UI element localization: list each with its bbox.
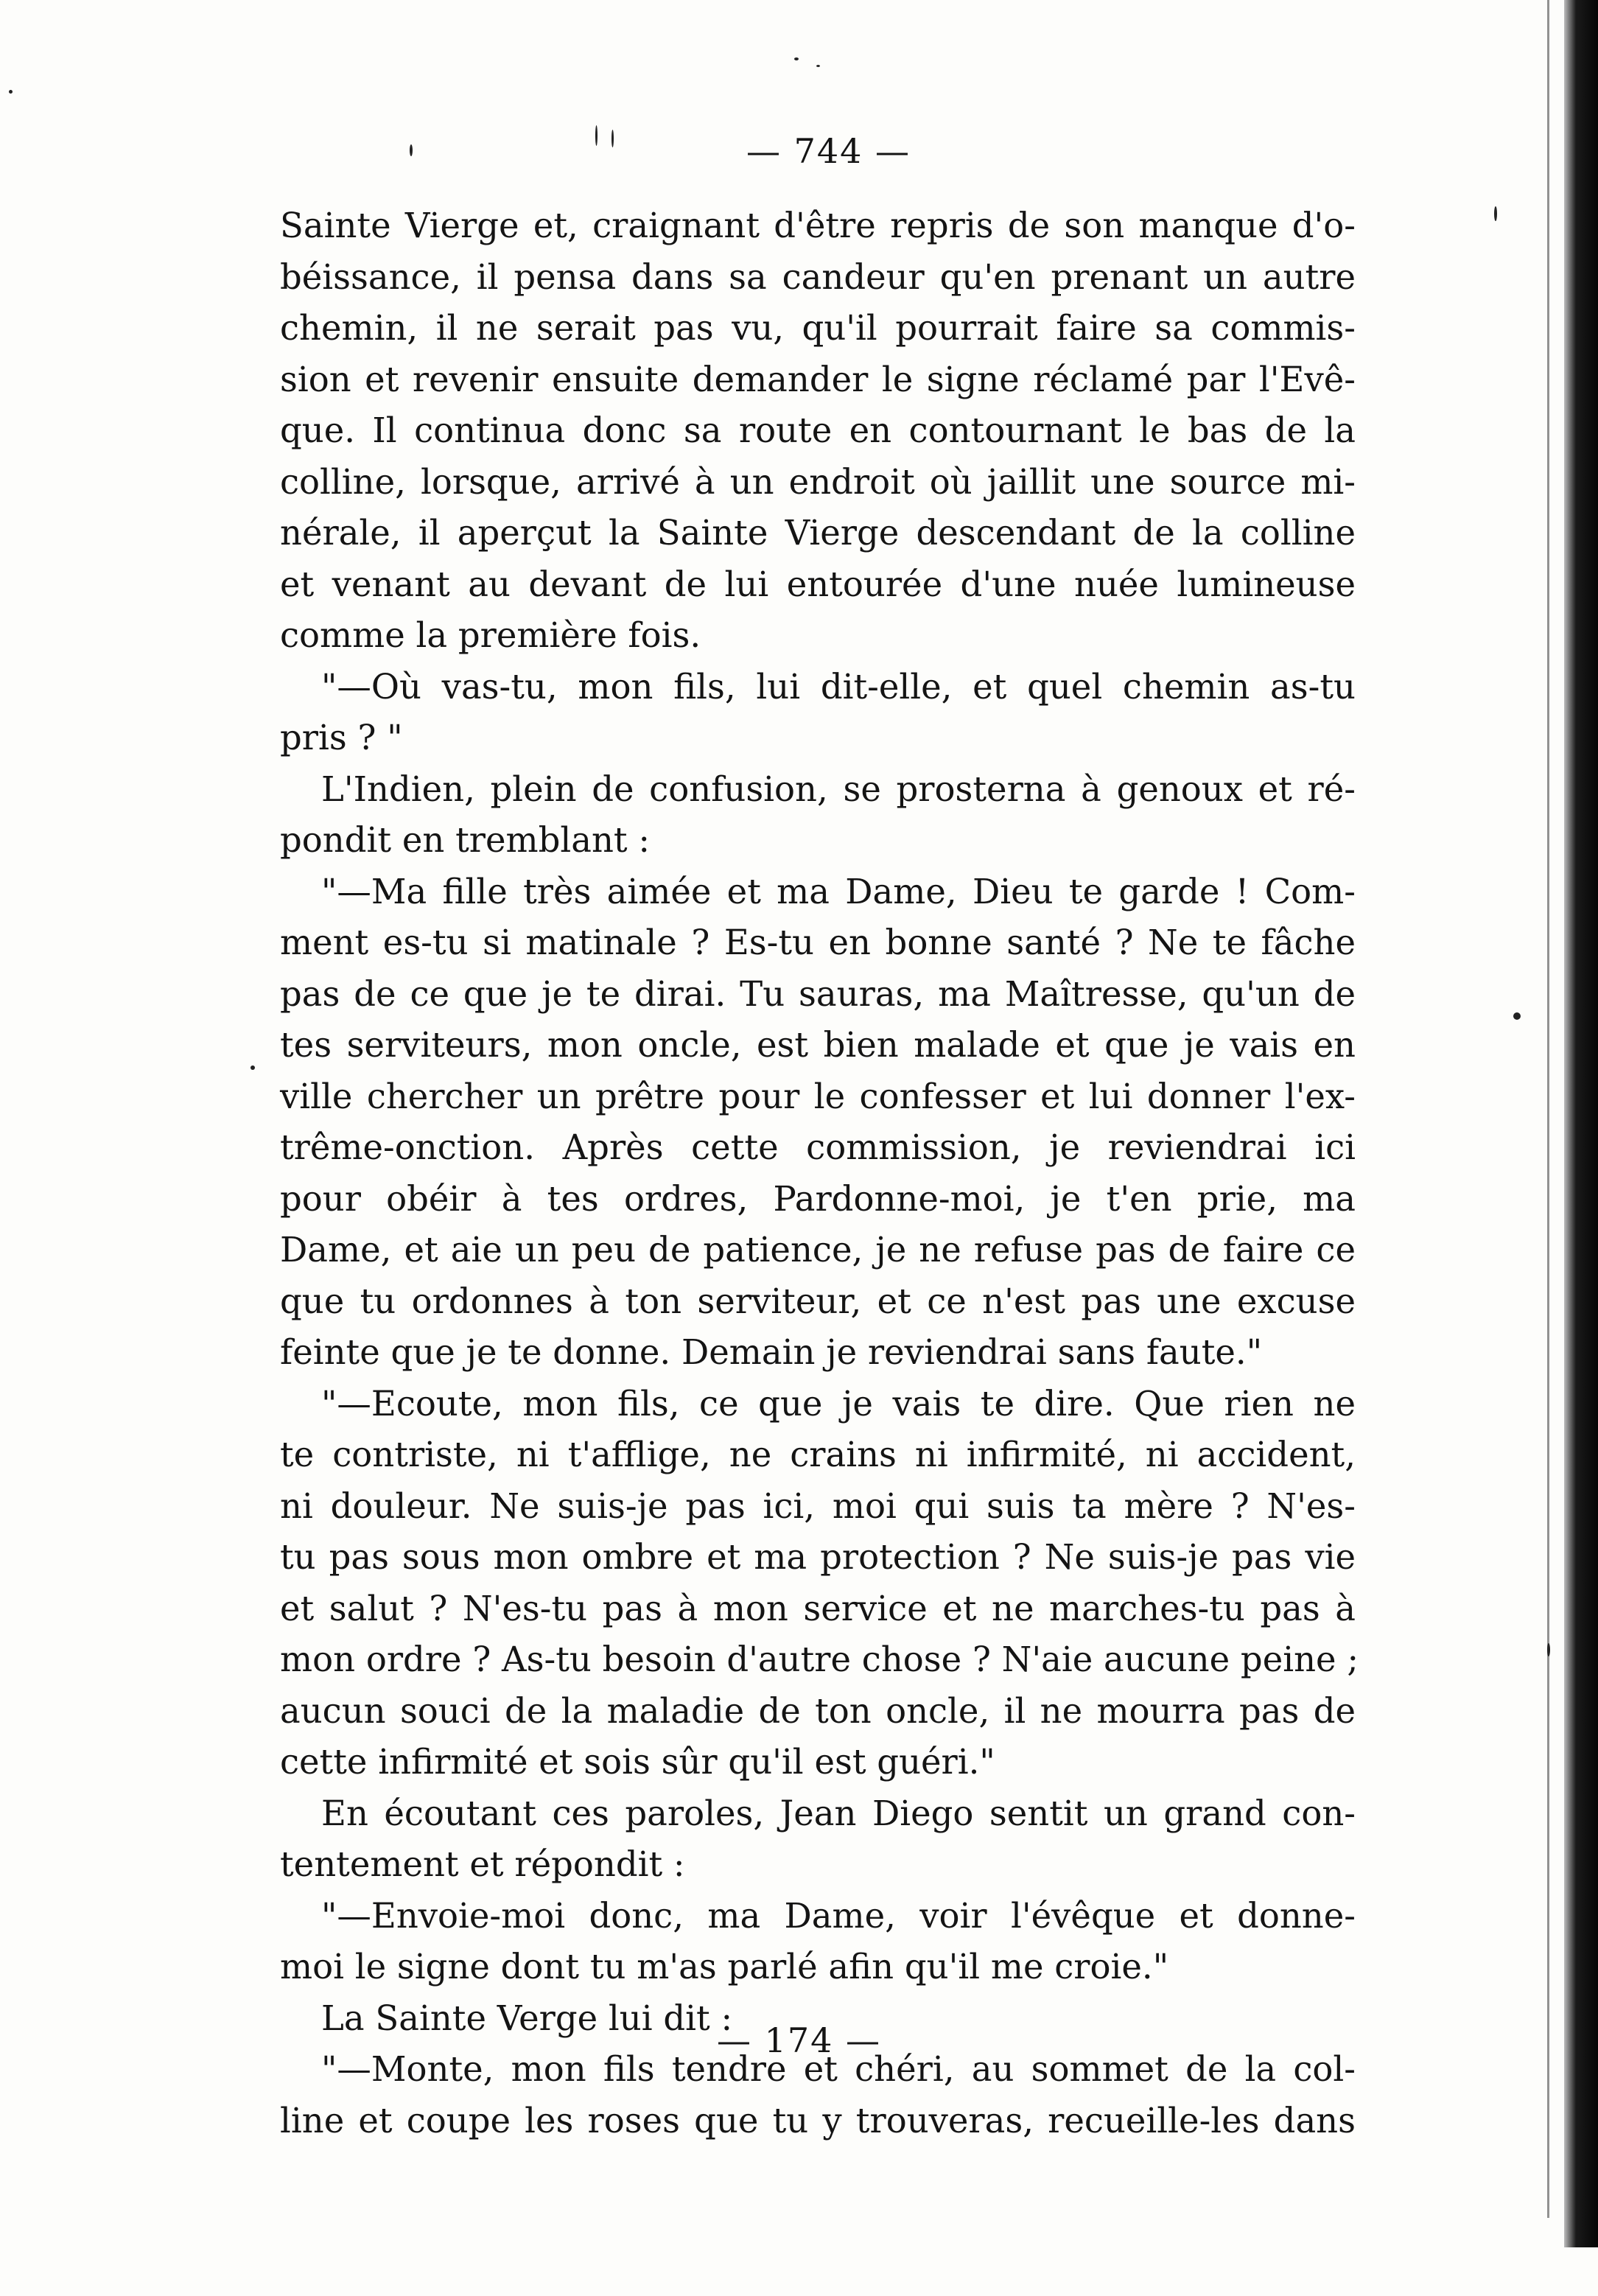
text-line: La Sainte Verge lui dit : [321, 1998, 733, 2038]
text-line: comme la première fois. [280, 615, 701, 655]
text-line: "—Ecoute, mon fils, ce que je vais te dire. Que rien ne [321, 1383, 1356, 1424]
text-line: "—Envoie-moi donc, ma Dame, voir l'évêque et donne- [321, 1895, 1356, 1936]
binding-shadow-line [1547, 0, 1549, 2218]
text-line: Sainte Vierge et, craignant d'être repris de son manque d'o- [280, 206, 1356, 245]
text-line: "—Où vas-tu, mon fils, lui dit-elle, et quel chemin as-tu [321, 666, 1356, 707]
text-line: te contriste, ni t'afflige, ne crains ni infirmité, ni accident, [280, 1435, 1356, 1474]
body-text [280, 200, 1359, 2146]
text-line: pris ? " [280, 718, 403, 757]
scan-speck [250, 1065, 255, 1070]
text-line: "—Monte, mon fils tendre et chéri, au sommet de la col- [321, 2049, 1356, 2089]
text-line: tentement et répondit : [280, 1844, 685, 1884]
page-footer [0, 2020, 1598, 2060]
text-line: feinte que je te donne. Demain je reviendrai sans faute." [280, 1332, 1263, 1372]
text-line: aucun souci de la maladie de ton oncle, il ne mourra pas de [280, 1690, 1356, 1731]
signature-mark: — 174 — [716, 2020, 882, 2060]
text-line: tu pas sous mon ombre et ma protection ? Ne suis-je pas vie [280, 1537, 1356, 1577]
text-line: ment es-tu si matinale ? Es-tu en bonne santé ? Ne te fâche [280, 923, 1356, 962]
text-line: que tu ordonnes à ton serviteur, et ce n'est pas une excuse [280, 1281, 1356, 1321]
scan-speck [1494, 206, 1497, 221]
book-binding-edge [1564, 0, 1598, 2247]
text-line: En écoutant ces paroles, Jean Diego sentit un grand con- [321, 1793, 1356, 1833]
text-line: pondit en tremblant : [280, 820, 651, 860]
text-line: pour obéir à tes ordres, Pardonne-moi, je t'en prie, ma [280, 1178, 1356, 1219]
scan-speck [9, 90, 13, 94]
text-line: béissance, il pensa dans sa candeur qu'en prenant un autre [280, 256, 1356, 297]
text-line: que. Il continua donc sa route en contournant le bas de la [280, 410, 1356, 450]
text-line: et venant au devant de lui entourée d'une nuée lumineuse [280, 564, 1356, 604]
scan-speck [1547, 1643, 1550, 1656]
text-line: colline, lorsque, arrivé à un endroit où jaillit une source mi- [280, 461, 1356, 502]
text-line: et salut ? N'es-tu pas à mon service et ne marches-tu pas à [280, 1588, 1356, 1628]
scan-speck [1513, 1012, 1521, 1020]
text-line: chemin, il ne serait pas vu, qu'il pourrait faire sa commis- [280, 308, 1356, 348]
text-line: "—Ma fille très aimée et ma Dame, Dieu te garde ! Com- [321, 871, 1356, 911]
text-line: tes serviteurs, mon oncle, est bien malade et que je vais en [280, 1025, 1356, 1065]
text-line: Dame, et aie un peu de patience, je ne refuse pas de faire ce [280, 1230, 1356, 1270]
text-line: L'Indien, plein de confusion, se prosterna à genoux et ré- [321, 769, 1356, 809]
text-line: nérale, il aperçut la Sainte Vierge descendant de la colline [280, 513, 1356, 553]
page-header [0, 131, 1598, 171]
text-line: moi le signe dont tu m'as parlé afin qu'il me croie." [280, 1947, 1169, 1987]
text-line: line et coupe les roses que tu y trouveras, recueille-les dans [280, 2100, 1356, 2141]
page-number: — 744 — [746, 131, 911, 171]
text-line: trême-onction. Après cette commission, je reviendrai ici [280, 1127, 1356, 1167]
text-line: cette infirmité et sois sûr qu'il est guéri." [280, 1742, 995, 1782]
text-line: ni douleur. Ne suis-je pas ici, moi qui suis ta mère ? N'es- [280, 1485, 1356, 1526]
text-line: pas de ce que je te dirai. Tu sauras, ma Maîtresse, qu'un de [280, 973, 1356, 1014]
text-line: mon ordre ? As-tu besoin d'autre chose ? N'aie aucune peine ; [280, 1639, 1359, 1679]
text-line: sion et revenir ensuite demander le signe réclamé par l'Evê- [280, 359, 1356, 399]
text-line: ville chercher un prêtre pour le confesser et lui donner l'ex- [280, 1076, 1356, 1116]
scan-speck [816, 65, 820, 67]
scan-speck [794, 57, 799, 60]
